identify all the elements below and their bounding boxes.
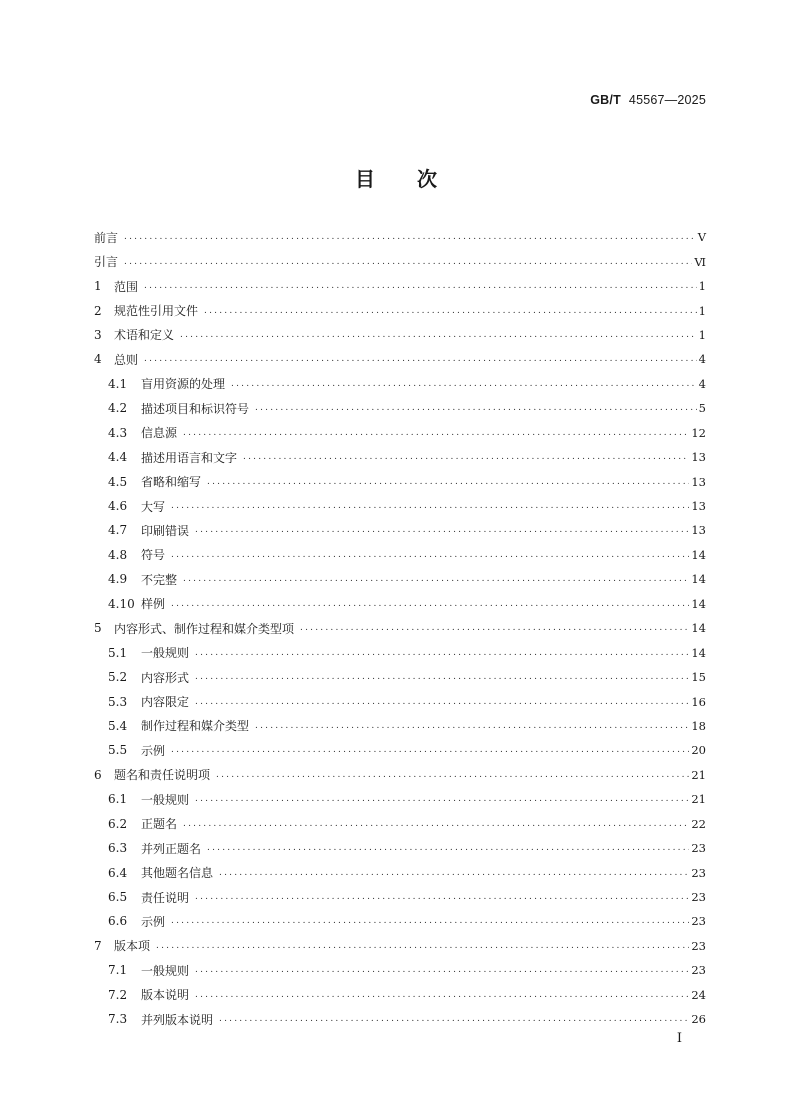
table-of-contents — [94, 225, 706, 1031]
toc-dot-leader — [243, 451, 689, 463]
toc-dot-leader — [195, 793, 689, 805]
toc-entry-number: 4.9 — [108, 572, 128, 587]
toc-entry-number: 7.2 — [108, 987, 128, 1002]
toc-entry-title: 内容形式 — [141, 670, 190, 685]
toc-entry-page: 13 — [691, 499, 706, 514]
toc-entry-page: 12 — [691, 425, 706, 440]
toc-entry-number: 4.2 — [108, 401, 128, 416]
toc-entry-title: 内容形式、制作过程和媒介类型项 — [114, 621, 295, 636]
toc-entry[interactable] — [94, 787, 706, 811]
toc-entry-title: 题名和责任说明项 — [114, 768, 211, 783]
toc-entry-number: 5.5 — [108, 743, 128, 758]
toc-entry-title: 并列正题名 — [141, 841, 202, 856]
toc-dot-leader — [195, 964, 689, 976]
toc-entry-page: 24 — [691, 987, 706, 1002]
toc-entry-title: 印刷错误 — [141, 523, 190, 538]
toc-dot-leader — [180, 329, 697, 341]
toc-entry-page: 23 — [691, 865, 706, 880]
toc-dot-leader — [195, 647, 689, 659]
toc-entry-title: 术语和定义 — [114, 328, 175, 343]
toc-entry-page: 23 — [691, 963, 706, 978]
toc-entry-title: 一般规则 — [141, 963, 190, 978]
toc-entry[interactable] — [94, 763, 706, 787]
toc-entry[interactable] — [94, 860, 706, 884]
toc-entry-number: 7.1 — [108, 963, 128, 978]
toc-dot-leader — [183, 818, 689, 830]
toc-entry-page: 13 — [691, 474, 706, 489]
toc-entry-page: 14 — [691, 547, 706, 562]
toc-entry[interactable] — [94, 567, 706, 591]
toc-entry-title: 版本说明 — [141, 988, 190, 1003]
toc-entry-number: 6.3 — [108, 841, 128, 856]
toc-entry-number: 4.3 — [108, 425, 128, 440]
toc-dot-leader — [124, 231, 696, 243]
standard-code — [590, 93, 706, 107]
toc-entry-title: 大写 — [141, 499, 166, 514]
toc-dot-leader — [171, 915, 689, 927]
toc-entry[interactable] — [94, 640, 706, 664]
toc-entry[interactable] — [94, 909, 706, 933]
toc-entry-page: Ⅴ — [697, 230, 706, 245]
standard-prefix: GB/T — [590, 93, 621, 107]
toc-entry-page: 20 — [691, 743, 706, 758]
toc-entry[interactable] — [94, 274, 706, 298]
toc-entry-title: 责任说明 — [141, 890, 190, 905]
toc-dot-leader — [171, 744, 689, 756]
toc-entry[interactable] — [94, 518, 706, 542]
toc-entry-page: 13 — [691, 523, 706, 538]
page-title: 目次 — [355, 167, 479, 191]
toc-entry-title: 前言 — [94, 230, 119, 245]
toc-entry-number: 7 — [94, 938, 102, 953]
toc-entry[interactable] — [94, 738, 706, 762]
standard-number: 45567—2025 — [628, 93, 706, 107]
toc-entry[interactable] — [94, 225, 706, 249]
toc-dot-leader — [124, 256, 692, 268]
toc-entry-title: 示例 — [141, 914, 166, 929]
toc-entry-number: 6.6 — [108, 914, 128, 929]
toc-entry-page: 14 — [691, 621, 706, 636]
toc-entry-page: 13 — [691, 450, 706, 465]
toc-entry-title: 规范性引用文件 — [114, 304, 199, 319]
toc-dot-leader — [171, 549, 689, 561]
toc-dot-leader — [144, 353, 697, 365]
toc-entry[interactable] — [94, 689, 706, 713]
toc-entry-title: 描述用语言和文字 — [141, 450, 238, 465]
toc-entry-page: 22 — [691, 816, 706, 831]
toc-entry-number: 3 — [94, 327, 102, 342]
toc-entry-page: 14 — [691, 572, 706, 587]
toc-entry-page: 23 — [691, 938, 706, 953]
toc-entry-page: 15 — [691, 670, 706, 685]
toc-entry-title: 不完整 — [141, 572, 178, 587]
toc-entry-page: 16 — [691, 694, 706, 709]
toc-entry-page: 1 — [698, 279, 706, 294]
toc-entry[interactable] — [94, 543, 706, 567]
toc-entry[interactable] — [94, 445, 706, 469]
toc-entry-page: Ⅵ — [694, 254, 706, 269]
toc-entry-page: 14 — [691, 645, 706, 660]
toc-entry-number: 4.10 — [108, 596, 135, 611]
toc-entry[interactable] — [94, 298, 706, 322]
toc-entry[interactable] — [94, 469, 706, 493]
toc-dot-leader — [204, 305, 697, 317]
toc-entry[interactable] — [94, 665, 706, 689]
toc-entry[interactable] — [94, 592, 706, 616]
toc-entry-page: 18 — [691, 718, 706, 733]
toc-entry-number: 6 — [94, 767, 102, 782]
toc-entry[interactable] — [94, 249, 706, 273]
toc-entry[interactable] — [94, 885, 706, 909]
toc-entry[interactable] — [94, 958, 706, 982]
toc-entry-number: 1 — [94, 279, 102, 294]
toc-dot-leader — [144, 280, 697, 292]
toc-dot-leader — [255, 720, 689, 732]
toc-entry-number: 5 — [94, 621, 102, 636]
toc-entry-title: 示例 — [141, 743, 166, 758]
toc-entry-title: 正题名 — [141, 817, 178, 832]
toc-entry-title: 描述项目和标识符号 — [141, 401, 250, 416]
toc-entry-number: 6.1 — [108, 792, 128, 807]
toc-entry-number: 4.6 — [108, 499, 128, 514]
toc-dot-leader — [207, 842, 689, 854]
toc-entry-number: 4.5 — [108, 474, 128, 489]
toc-dot-leader — [195, 891, 689, 903]
toc-entry[interactable] — [94, 983, 706, 1007]
toc-dot-leader — [171, 500, 689, 512]
toc-entry[interactable] — [94, 836, 706, 860]
toc-dot-leader — [195, 524, 689, 536]
toc-entry-title: 一般规则 — [141, 792, 190, 807]
toc-entry[interactable] — [94, 812, 706, 836]
toc-dot-leader — [219, 867, 689, 879]
toc-entry[interactable] — [94, 494, 706, 518]
toc-entry[interactable] — [94, 616, 706, 640]
toc-entry-title: 内容限定 — [141, 695, 190, 710]
toc-entry-number: 4 — [94, 352, 102, 367]
toc-entry[interactable] — [94, 396, 706, 420]
toc-entry-number: 4.7 — [108, 523, 128, 538]
toc-entry[interactable] — [94, 323, 706, 347]
toc-dot-leader — [255, 402, 697, 414]
toc-entry-number: 5.3 — [108, 694, 128, 709]
toc-entry-title: 符号 — [141, 548, 166, 563]
toc-entry-title: 版本项 — [114, 939, 151, 954]
toc-entry-page: 1 — [698, 303, 706, 318]
toc-dot-leader — [300, 622, 689, 634]
toc-entry[interactable] — [94, 421, 706, 445]
toc-entry-title: 样例 — [141, 597, 166, 612]
toc-entry-number: 4.8 — [108, 547, 128, 562]
toc-entry-title: 总则 — [114, 352, 139, 367]
toc-dot-leader — [195, 696, 689, 708]
toc-entry-title: 信息源 — [141, 426, 178, 441]
toc-entry-page: 14 — [691, 596, 706, 611]
toc-entry-page: 21 — [691, 767, 706, 782]
toc-entry-number: 5.2 — [108, 670, 128, 685]
toc-dot-leader — [219, 1013, 689, 1025]
toc-dot-leader — [156, 940, 689, 952]
toc-entry-number: 2 — [94, 303, 102, 318]
toc-entry-number: 5.4 — [108, 718, 128, 733]
toc-dot-leader — [183, 427, 689, 439]
toc-entry-title: 引言 — [94, 255, 119, 270]
toc-entry-number: 6.5 — [108, 890, 128, 905]
toc-entry-title: 范围 — [114, 279, 139, 294]
toc-entry-page: 5 — [698, 401, 706, 416]
toc-entry[interactable] — [94, 934, 706, 958]
toc-entry-title: 制作过程和媒介类型 — [141, 719, 250, 734]
toc-dot-leader — [195, 989, 689, 1001]
toc-entry[interactable] — [94, 347, 706, 371]
toc-entry-title: 并列版本说明 — [141, 1012, 214, 1027]
toc-entry-page: 4 — [698, 352, 706, 367]
toc-entry-page: 26 — [691, 1012, 706, 1027]
toc-entry[interactable] — [94, 372, 706, 396]
toc-entry-title: 省略和缩写 — [141, 475, 202, 490]
toc-entry-number: 6.2 — [108, 816, 128, 831]
toc-entry-page: 4 — [698, 376, 706, 391]
toc-entry[interactable] — [94, 714, 706, 738]
toc-entry-number: 4.1 — [108, 376, 128, 391]
toc-entry-title: 一般规则 — [141, 646, 190, 661]
toc-dot-leader — [195, 671, 689, 683]
toc-entry-number: 6.4 — [108, 865, 128, 880]
toc-dot-leader — [231, 378, 697, 390]
toc-entry-number: 5.1 — [108, 645, 128, 660]
toc-entry-page: 23 — [691, 841, 706, 856]
toc-entry-number: 4.4 — [108, 450, 128, 465]
toc-entry-page: 21 — [691, 792, 706, 807]
toc-dot-leader — [216, 769, 689, 781]
toc-entry-number: 7.3 — [108, 1012, 128, 1027]
toc-entry-page: 23 — [691, 914, 706, 929]
toc-entry-title: 其他题名信息 — [141, 866, 214, 881]
toc-entry-page: 1 — [698, 327, 706, 342]
toc-entry[interactable] — [94, 1007, 706, 1031]
toc-dot-leader — [207, 476, 689, 488]
toc-entry-title: 盲用资源的处理 — [141, 377, 226, 392]
toc-dot-leader — [171, 598, 689, 610]
page-folio: Ⅰ — [676, 1031, 682, 1046]
toc-dot-leader — [183, 573, 689, 585]
toc-entry-page: 23 — [691, 890, 706, 905]
